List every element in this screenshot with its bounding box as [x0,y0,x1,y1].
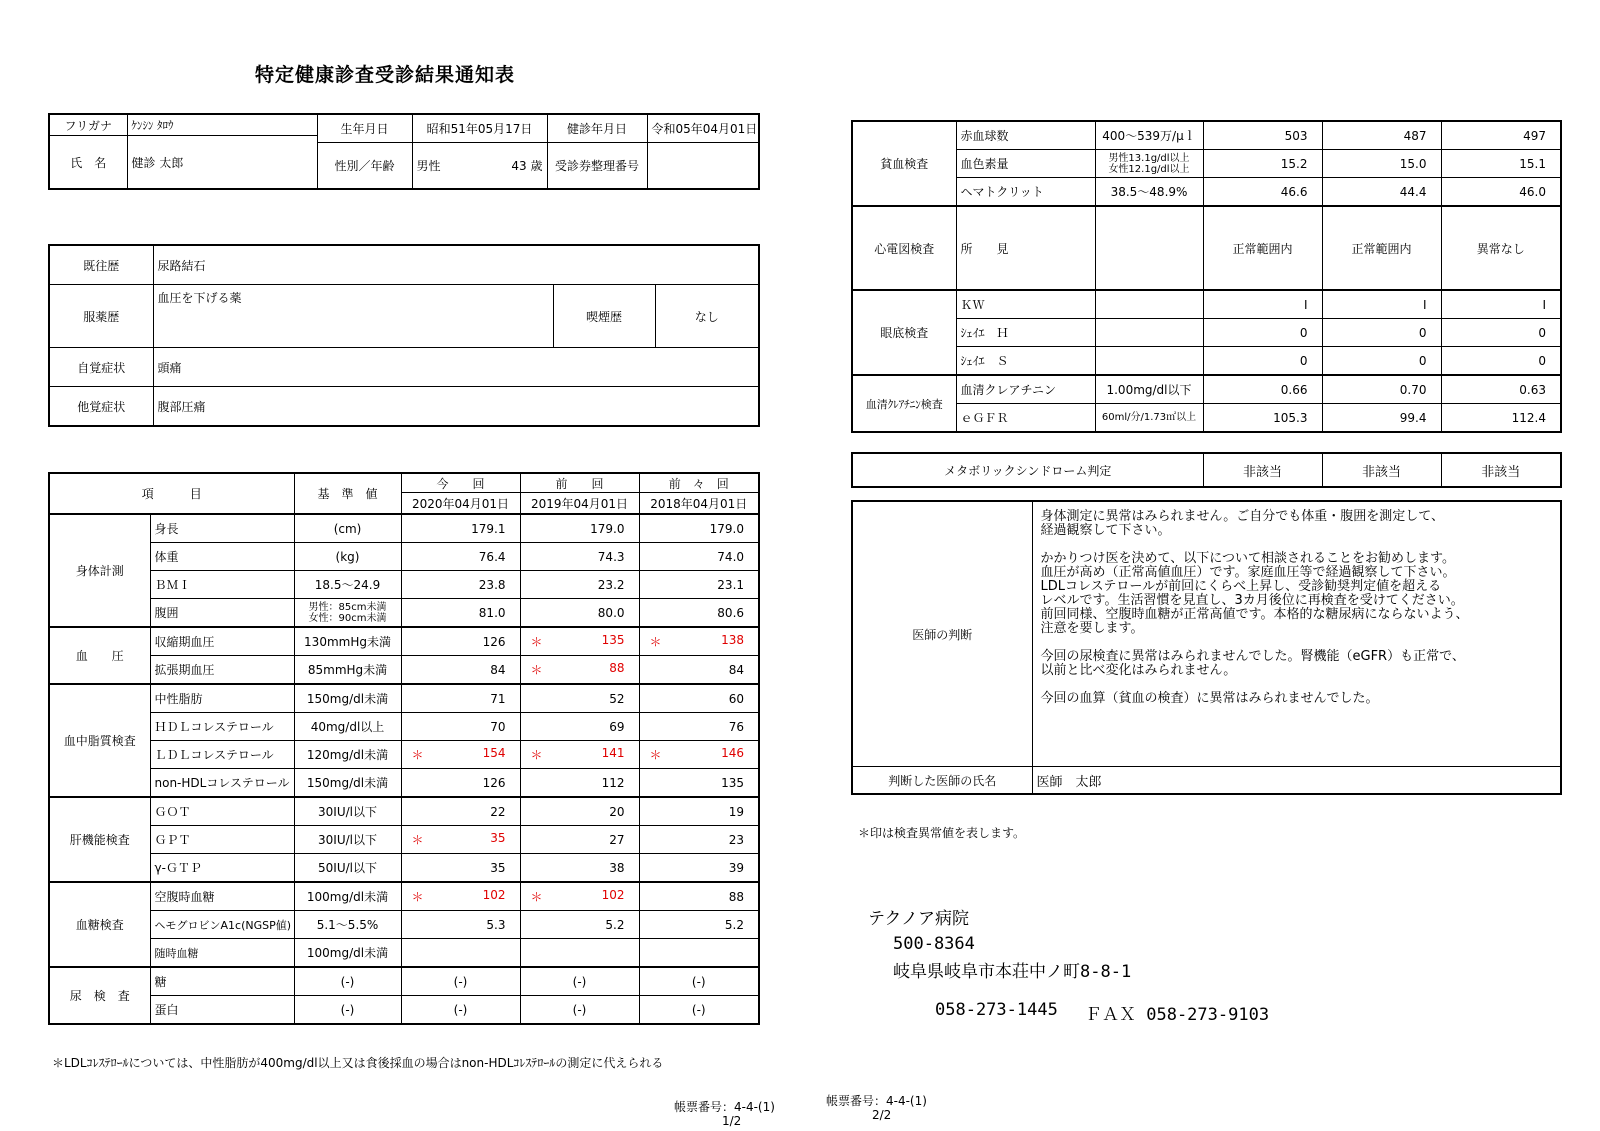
item-label: 収縮期血圧 [150,627,294,656]
standard-value: 120mg/dl未満 [294,741,401,769]
value-previous [520,911,639,939]
abnormal-mark: ＊ [411,833,424,847]
standard-value [1095,319,1203,347]
right-results-table [851,120,1562,433]
standard-value: 男性：85cm未満 女性：90cm未満 [294,599,401,628]
past-history-value: 尿路結石 [153,245,759,285]
value-previous-text: 38 [609,860,625,875]
table-row [852,375,1561,404]
table-row [49,571,759,599]
value-current-text: 71 [490,691,506,706]
group-label: 肝機能検査 [49,797,150,882]
date-current: 2020年04月01日 [401,493,520,515]
item-label: ＢＭＩ [150,571,294,599]
objective-value: 腹部圧痛 [153,387,759,427]
abnormal-mark: ＊ [530,748,543,762]
page-title: 特定健康診査受診結果通知表 [255,64,516,86]
doctor-label: 判断した医師の氏名 [852,767,1032,795]
item-label: 血色素量 [956,150,1095,178]
item-label: ｼｪｲｴ Ｓ [956,347,1095,376]
header-item: 項 目 [49,473,294,514]
group-label: 血清ｸﾚｱﾁﾆﾝ検査 [852,375,956,432]
age-value: 43 歳 [511,159,543,173]
group-label: 眼底検査 [852,290,956,375]
group-label: 心電図検査 [852,206,956,290]
value-current [401,599,520,628]
abnormal-footnote: ＊印は検査異常値を表します。 [858,826,1026,840]
value-current [401,797,520,826]
value-current-text: 126 [482,775,506,790]
group-label: 血糖検査 [49,882,150,967]
value-previous2: 0.63 [1441,375,1561,404]
metabolic-previous: 非該当 [1322,453,1441,487]
group-label: 尿 検 査 [49,967,150,1024]
abnormal-mark: ＊ [411,748,424,762]
abnormal-mark: ＊ [649,748,662,762]
table-row [49,543,759,571]
value-previous: 正常範囲内 [1322,206,1441,290]
value-previous2 [639,684,759,713]
standard-value: 100mg/dl未満 [294,882,401,911]
table-row [49,656,759,685]
subjective-value: 頭痛 [153,348,759,387]
value-previous2 [639,627,759,656]
group-label: 身体計測 [49,514,150,627]
value-current: 0 [1203,347,1322,376]
value-current: 15.2 [1203,150,1322,178]
standard-value: 38.5～48.9% [1095,178,1203,207]
value-previous2-text: (-) [691,974,706,989]
objective-label: 他覚症状 [49,387,153,427]
item-label: ｼｪｲｴ Ｈ [956,319,1095,347]
value-previous: 0.70 [1322,375,1441,404]
value-previous [520,713,639,741]
table-row [852,404,1561,433]
standard-value: (-) [294,996,401,1025]
value-previous: 99.4 [1322,404,1441,433]
form-number-2: 帳票番号：4-4-(1) [826,1094,927,1108]
value-previous2-text: 39 [728,860,745,875]
value-previous2 [639,882,759,911]
birth-value: 昭和51年05月17日 [412,114,547,143]
value-previous2-text: 5.2 [724,917,745,932]
table-row [49,769,759,798]
sex-age-label: 性別／年齢 [317,143,412,190]
standard-value: 18.5～24.9 [294,571,401,599]
value-previous2-text: 88 [728,889,745,904]
value-current [401,741,520,769]
value-previous2 [639,571,759,599]
value-previous2 [639,826,759,854]
birth-label: 生年月日 [317,114,412,143]
value-current: 105.3 [1203,404,1322,433]
item-label: 糖 [150,967,294,996]
header-current: 今 回 [401,473,520,493]
table-row [49,684,759,713]
sex-age-value [412,143,547,190]
standard-value: 5.1～5.5% [294,911,401,939]
header-standard: 基 準 値 [294,473,401,514]
value-previous-text: 135 [601,633,625,647]
value-previous2-text: 138 [721,633,745,647]
value-previous [520,797,639,826]
value-current-text: 22 [490,804,506,819]
table-row [49,627,759,656]
form-number-1: 帳票番号：4-4-(1) [674,1100,775,1114]
value-previous-text: 23.2 [597,577,625,592]
value-current-text: 5.3 [486,917,506,932]
standard-value [1095,347,1203,376]
smoking-value: なし [655,285,759,348]
value-previous: 0 [1322,347,1441,376]
item-label: 蛋白 [150,996,294,1025]
value-previous2-text: 135 [721,775,745,790]
exam-date-label: 健診年月日 [547,114,647,143]
value-previous2 [639,769,759,798]
item-label: ＨＤＬコレステロール [150,713,294,741]
page-number-2: 2/2 [872,1108,892,1122]
judgment-table [851,500,1562,795]
value-previous-text: 179.0 [590,521,625,536]
value-current [401,939,520,968]
value-previous-text: 141 [601,746,625,760]
value-previous2-text: 19 [728,804,745,819]
table-row [852,290,1561,319]
value-current [401,769,520,798]
value-previous: 15.0 [1322,150,1441,178]
value-previous [520,656,639,685]
name-label: 氏 名 [49,136,127,190]
value-current-text: (-) [453,974,468,989]
standard-value: 130mmHg未満 [294,627,401,656]
table-row [49,797,759,826]
table-row [852,319,1561,347]
value-current [401,656,520,685]
standard-value [1095,290,1203,319]
abnormal-mark: ＊ [530,663,543,677]
table-row [852,178,1561,207]
value-previous [520,967,639,996]
value-current-text: 70 [490,719,506,734]
item-label: ヘマトクリット [956,178,1095,207]
value-current [401,514,520,543]
value-previous2: 112.4 [1441,404,1561,433]
value-previous [520,854,639,883]
value-previous2-text: 179.0 [709,521,745,536]
item-label: 所 見 [956,206,1095,290]
metabolic-label: メタボリックシンドローム判定 [852,453,1203,487]
value-previous2-text: 23.1 [717,577,745,592]
group-label: 血中脂質検査 [49,684,150,797]
standard-value: 85mmHg未満 [294,656,401,685]
value-current [401,967,520,996]
value-current-text: 23.8 [478,577,506,592]
item-label: 腹囲 [150,599,294,628]
item-label: ＧＰＴ [150,826,294,854]
abnormal-mark: ＊ [649,635,662,649]
table-row [49,967,759,996]
item-label: ＧＯＴ [150,797,294,826]
medication-value: 血圧を下げる薬 [153,285,553,348]
furigana-label: フリガナ [49,114,127,136]
standard-value: 40mg/dl以上 [294,713,401,741]
table-row [49,713,759,741]
furigana-value: ｹﾝｼﾝ ﾀﾛｳ [127,114,317,136]
value-previous2: 0 [1441,319,1561,347]
value-previous [520,769,639,798]
value-previous2-text: (-) [691,1002,706,1017]
standard-value: 400～539万/μｌ [1095,121,1203,150]
hospital-tel: 058-273-1445 [935,1000,1058,1020]
date-previous2: 2018年04月01日 [639,493,759,515]
abnormal-mark: ＊ [530,635,543,649]
value-previous [520,996,639,1025]
item-label: 血清クレアチニン [956,375,1095,404]
value-previous-text: 20 [609,804,625,819]
value-current: 46.6 [1203,178,1322,207]
value-previous-text: 112 [601,775,625,790]
value-current [401,627,520,656]
table-row [49,911,759,939]
value-current [401,571,520,599]
value-previous2 [639,854,759,883]
ticket-label: 受診券整理番号 [547,143,647,190]
value-previous2-text: 80.6 [717,605,745,620]
personal-info-table [48,113,760,190]
value-current [401,911,520,939]
value-previous [520,939,639,968]
history-table [48,244,760,427]
value-previous2 [639,797,759,826]
value-previous-text: 69 [609,719,625,734]
value-current [401,713,520,741]
value-previous2 [639,599,759,628]
value-current-text: 81.0 [478,605,506,620]
table-row [49,514,759,543]
abnormal-mark: ＊ [530,890,543,904]
value-previous2: 497 [1441,121,1561,150]
item-label: ヘモグロビンA1c(NGSP値) [150,911,294,939]
ldl-footnote: ＊LDLｺﾚｽﾃﾛｰﾙについては、中性脂肪が400mg/dl以上又は食後採血の場合はnon-HDLｺﾚｽﾃﾛｰﾙの測定に代えられる [52,1056,664,1070]
value-previous: 487 [1322,121,1441,150]
value-previous-text: 88 [609,661,625,675]
standard-value: 男性13.1g/dl以上 女性12.1g/dl以上 [1095,150,1203,178]
table-row [49,741,759,769]
item-label: ｅＧＦＲ [956,404,1095,433]
value-current [401,882,520,911]
value-current: 0 [1203,319,1322,347]
value-current: 503 [1203,121,1322,150]
value-current-text: 84 [490,662,506,677]
value-previous2 [639,713,759,741]
table-row [49,882,759,911]
smoking-label: 喫煙歴 [553,285,655,348]
subjective-label: 自覚症状 [49,348,153,387]
value-current: Ⅰ [1203,290,1322,319]
value-previous2 [639,514,759,543]
standard-value: (kg) [294,543,401,571]
value-previous-text: (-) [572,974,587,989]
standard-value: 60ml/分/1.73㎡以上 [1095,404,1203,433]
standard-value: 30IU/l以下 [294,797,401,826]
item-label: ＫＷ [956,290,1095,319]
value-current-text: 126 [482,634,506,649]
results-table [48,472,760,1025]
value-previous2 [639,656,759,685]
value-current-text: 154 [482,746,506,760]
item-label: ＬＤＬコレステロール [150,741,294,769]
value-previous2 [639,967,759,996]
table-row [49,826,759,854]
table-row [852,347,1561,376]
value-current: 正常範囲内 [1203,206,1322,290]
standard-value: 50IU/l以下 [294,854,401,883]
value-previous-text: 5.2 [605,917,625,932]
value-previous-text: 80.0 [597,605,625,620]
table-row [49,996,759,1025]
value-current [401,826,520,854]
item-label: 赤血球数 [956,121,1095,150]
judgment-text: 身体測定に異常はみられません。ご自分でも体重・腹囲を測定して、 経過観察して下さい。 かかりつけ医を決めて、以下について相談されることをお勧めします。 血圧が高め（正常高値血圧）です。家庭血圧等で経過観察して下さい。 LDLコレステロールが前回にくらべ上昇し、受診勧奨判定値を超える レベルです。生活習慣を見直し、3カ月後位に再検査を受けてください。 前回同様、空腹時血糖が正常高値です。本格的な糖尿病にならないよう、 注意を要します。 今回の尿検査に異常はみられませんでした。腎機能（eGFR）も正常で、 以前と比べ変化はみられません。 今回の血算（貧血の検査）に異常はみられませんでした。 [1032,501,1561,767]
value-previous2-text: 60 [728,691,745,706]
hospital-address: 岐阜県岐阜市本荘中ノ町8-8-1 [893,962,1132,982]
value-current: 0.66 [1203,375,1322,404]
value-current [401,854,520,883]
value-previous2: 15.1 [1441,150,1561,178]
item-label: 身長 [150,514,294,543]
doctor-name: 医師 太郎 [1032,767,1561,795]
value-current [401,996,520,1025]
value-current-text: 35 [490,860,506,875]
value-previous: 0 [1322,319,1441,347]
value-previous2: 異常なし [1441,206,1561,290]
value-previous2-text: 146 [721,746,745,760]
value-previous2-text: 76 [728,719,745,734]
date-previous: 2019年04月01日 [520,493,639,515]
value-previous [520,627,639,656]
value-previous2: 46.0 [1441,178,1561,207]
value-previous2-text: 23 [728,832,745,847]
value-previous2-text: 74.0 [717,549,745,564]
value-previous [520,514,639,543]
value-previous2 [639,911,759,939]
sex-value: 男性 [416,159,441,173]
value-previous2-text: 84 [728,662,745,677]
standard-value [1095,206,1203,290]
value-current-text: 35 [490,831,506,845]
standard-value: 1.00mg/dl以下 [1095,375,1203,404]
header-previous2: 前 々 回 [639,473,759,493]
value-previous: Ⅰ [1322,290,1441,319]
item-label: 随時血糖 [150,939,294,968]
item-label: 空腹時血糖 [150,882,294,911]
table-row [49,599,759,628]
value-previous: 44.4 [1322,178,1441,207]
value-previous-text: (-) [572,1002,587,1017]
value-previous [520,882,639,911]
value-current-text: (-) [453,1002,468,1017]
value-previous [520,684,639,713]
table-row [49,854,759,883]
name-value: 健診 太郎 [127,136,317,190]
value-previous [520,543,639,571]
value-previous-text: 27 [609,832,625,847]
hospital-zip: 500-8364 [893,934,975,954]
ticket-value [647,143,759,190]
item-label: 体重 [150,543,294,571]
header-previous: 前 回 [520,473,639,493]
metabolic-previous2: 非該当 [1441,453,1561,487]
value-previous2 [639,741,759,769]
value-previous [520,599,639,628]
hospital-fax: ＦＡＸ 058-273-9103 [1085,1005,1270,1025]
value-previous2 [639,939,759,968]
value-current-text: 102 [482,888,506,902]
medication-label: 服薬歴 [49,285,153,348]
standard-value: 30IU/l以下 [294,826,401,854]
value-previous [520,741,639,769]
value-current-text: 76.4 [478,549,506,564]
abnormal-mark: ＊ [411,890,424,904]
value-previous2 [639,543,759,571]
group-label: 血 圧 [49,627,150,684]
table-row [852,206,1561,290]
value-current-text: 179.1 [471,521,506,536]
value-previous2 [639,996,759,1025]
value-current [401,543,520,571]
page-number-1: 1/2 [722,1114,742,1128]
table-row [852,121,1561,150]
standard-value: 100mg/dl未満 [294,939,401,968]
value-current [401,684,520,713]
table-row [852,150,1561,178]
metabolic-table [851,452,1562,488]
exam-date-value: 令和05年04月01日 [647,114,759,143]
judgment-label: 医師の判断 [852,501,1032,767]
item-label: 中性脂肪 [150,684,294,713]
item-label: non-HDLコレステロール [150,769,294,798]
past-history-label: 既往歴 [49,245,153,285]
standard-value: (cm) [294,514,401,543]
value-previous [520,571,639,599]
value-previous-text: 102 [601,888,625,902]
value-previous [520,826,639,854]
standard-value: (-) [294,967,401,996]
standard-value: 150mg/dl未満 [294,769,401,798]
group-label: 貧血検査 [852,121,956,206]
value-previous-text: 52 [609,691,625,706]
value-previous2: Ⅰ [1441,290,1561,319]
metabolic-current: 非該当 [1203,453,1322,487]
value-previous2: 0 [1441,347,1561,376]
hospital-name: テクノア病院 [868,909,969,929]
standard-value: 150mg/dl未満 [294,684,401,713]
item-label: γ-ＧＴＰ [150,854,294,883]
table-row [49,939,759,968]
item-label: 拡張期血圧 [150,656,294,685]
value-previous-text: 74.3 [597,549,625,564]
